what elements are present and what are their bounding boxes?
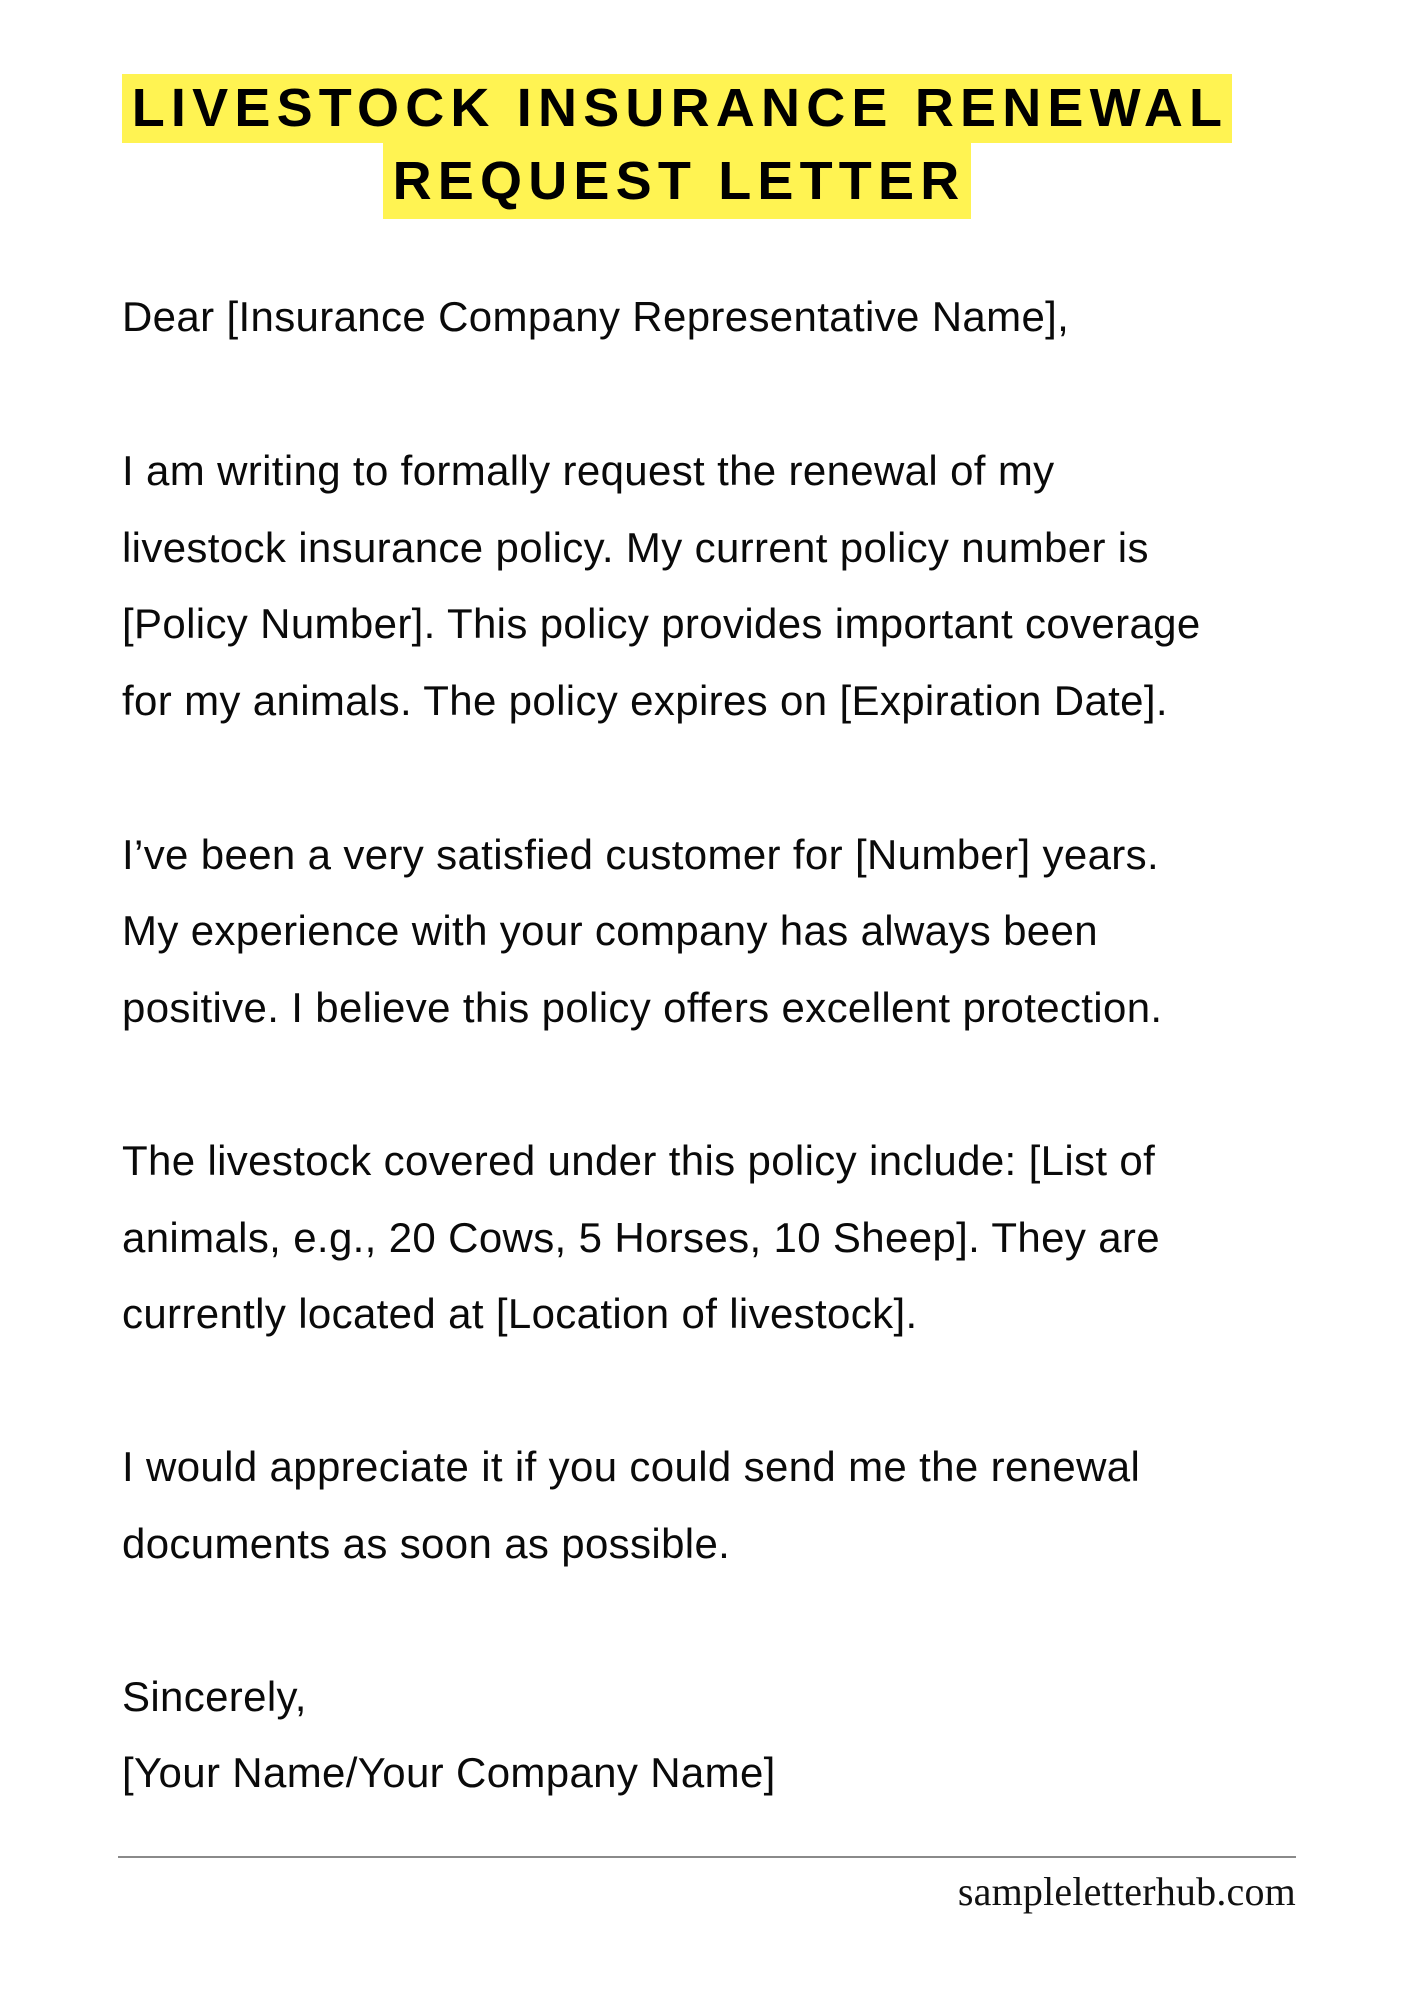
- footer-site-name: sampleletterhub.com: [957, 1869, 1296, 1914]
- paragraph-line: livestock insurance policy. My current policy number is: [122, 524, 1149, 571]
- paragraph-line: documents as soon as possible.: [122, 1520, 731, 1567]
- paragraph-line: currently located at [Location of livestock].: [122, 1290, 918, 1337]
- title-line-1: LIVESTOCK INSURANCE RENEWAL: [122, 74, 1232, 143]
- footer-divider: [118, 1856, 1296, 1858]
- paragraph-line: I am writing to formally request the renewal of my: [122, 447, 1055, 494]
- letter-title: [0, 74, 1354, 219]
- closing: Sincerely,: [122, 1673, 307, 1720]
- title-line-2: REQUEST LETTER: [383, 143, 972, 219]
- paragraph-line: The livestock covered under this policy include: [List of: [122, 1137, 1156, 1184]
- paragraph-line: I would appreciate it if you could send me the renewal: [122, 1443, 1141, 1490]
- signature-placeholder: [Your Name/Your Company Name]: [122, 1749, 776, 1796]
- paragraph-line: animals, e.g., 20 Cows, 5 Horses, 10 Sheep]. They are: [122, 1214, 1160, 1261]
- paragraph-line: I’ve been a very satisfied customer for [Number] years.: [122, 831, 1159, 878]
- paragraph-line: for my animals. The policy expires on [Expiration Date].: [122, 677, 1168, 724]
- paragraph-line: [Policy Number]. This policy provides important coverage: [122, 600, 1201, 647]
- paragraph-line: My experience with your company has always been: [122, 907, 1098, 954]
- salutation: Dear [Insurance Company Representative Name],: [122, 293, 1070, 340]
- paragraph-line: positive. I believe this policy offers excellent protection.: [122, 984, 1163, 1031]
- title-row-2: [0, 143, 1354, 219]
- title-row-1: [0, 74, 1354, 143]
